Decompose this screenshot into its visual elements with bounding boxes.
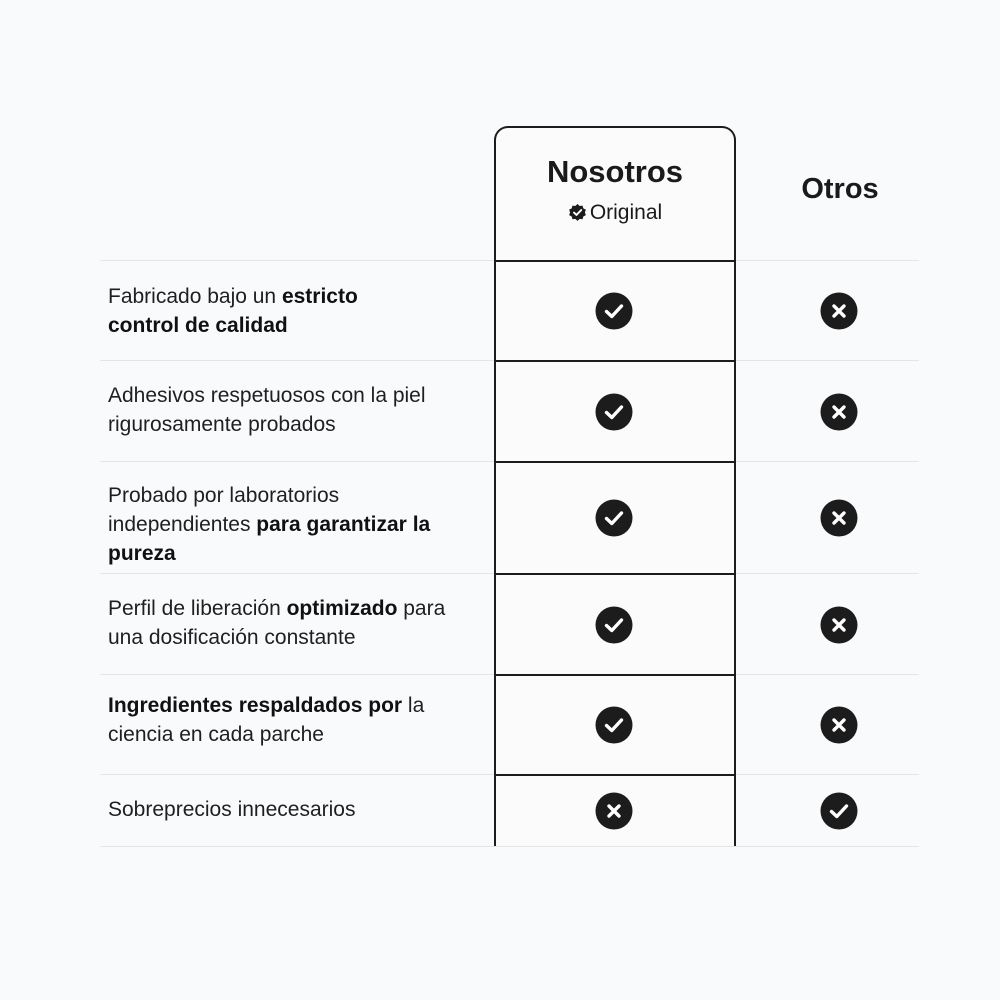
nosotros-column-divider [494, 774, 736, 776]
row-divider [100, 846, 919, 847]
feature-text: Probado por laboratorios independientes [108, 484, 340, 536]
feature-label [108, 282, 408, 340]
feature-text: para una dosificación constante [108, 597, 446, 649]
badge-label: Original [589, 201, 663, 224]
nosotros-column-divider [494, 461, 736, 463]
x-circle-icon [820, 606, 858, 644]
x-circle-icon [820, 393, 858, 431]
feature-label [108, 594, 453, 652]
x-circle-icon [595, 792, 633, 830]
feature-label [108, 481, 453, 568]
x-circle-icon [820, 706, 858, 744]
feature-text-bold: para garantizar la pureza [108, 513, 431, 565]
feature-text-bold: optimizado [286, 597, 398, 620]
check-circle-icon [820, 792, 858, 830]
x-circle-icon [820, 292, 858, 330]
check-circle-icon [595, 706, 633, 744]
check-circle-icon [595, 393, 633, 431]
feature-text: Adhesivos respetuosos con la piel rigurosamente probados [108, 384, 426, 436]
verified-badge-icon [568, 203, 587, 229]
check-circle-icon [595, 606, 633, 644]
feature-text: la ciencia en cada parche [108, 694, 425, 746]
column-title-nosotros: Nosotros [546, 154, 684, 189]
feature-text-bold: Ingredientes respaldados por [108, 694, 403, 717]
check-circle-icon [595, 499, 633, 537]
feature-text-bold: estricto control de calidad [108, 285, 358, 337]
feature-text: Sobreprecios innecesarios [108, 798, 356, 821]
column-title-otros: Otros [801, 173, 879, 205]
feature-label [108, 795, 488, 824]
nosotros-column-divider [494, 360, 736, 362]
check-circle-icon [595, 292, 633, 330]
feature-text: Perfil de liberación [108, 597, 287, 620]
feature-text: Fabricado bajo un [108, 285, 282, 308]
nosotros-column-divider [494, 674, 736, 676]
original-badge [494, 200, 736, 229]
nosotros-column-divider [494, 573, 736, 575]
nosotros-column-divider [494, 260, 736, 262]
feature-label [108, 691, 453, 749]
feature-label [108, 381, 488, 439]
x-circle-icon [820, 499, 858, 537]
